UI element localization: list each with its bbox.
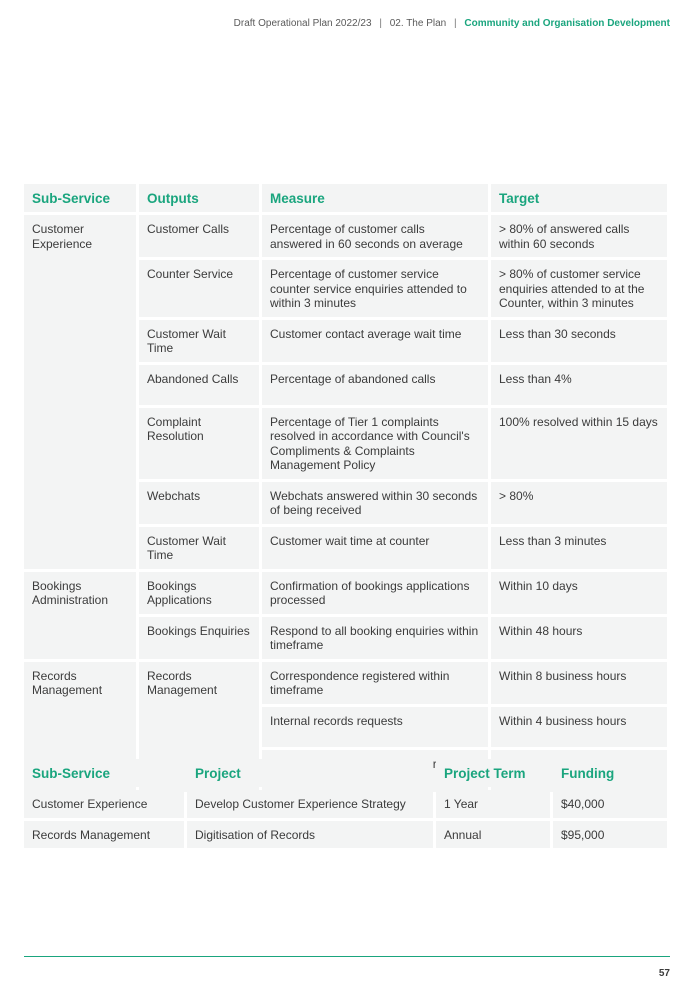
output-cell: Bookings Applications	[139, 572, 259, 614]
target-cell: Within 10 days	[491, 572, 667, 614]
table-header-row	[24, 184, 667, 212]
target-cell: Within 48 hours	[491, 617, 667, 659]
column-header-target: Target	[491, 184, 667, 212]
sub-service-cell: Customer Experience	[24, 790, 184, 818]
sub-service-cell: Records Management	[24, 821, 184, 849]
table-row	[24, 790, 667, 818]
target-cell: > 80% of customer service enquiries attended to at the Counter, within 3 minutes	[491, 260, 667, 317]
header-document-title: Draft Operational Plan 2022/23	[233, 18, 372, 29]
measure-cell: Webchats answered within 30 seconds of being received	[262, 482, 488, 524]
measure-cell: Customer contact average wait time	[262, 320, 488, 362]
output-cell: Customer Wait Time	[139, 320, 259, 362]
measure-cell: Correspondence registered within timeframe	[262, 662, 488, 704]
project-cell: Digitisation of Records	[187, 821, 433, 849]
column-header-sub-service: Sub-Service	[24, 184, 136, 212]
output-cell: Complaint Resolution	[139, 408, 259, 479]
output-cell: Customer Wait Time	[139, 527, 259, 569]
target-cell: Less than 30 seconds	[491, 320, 667, 362]
column-header-project: Project	[187, 759, 433, 787]
target-cell: Within 8 business hours	[491, 662, 667, 704]
output-cell: Bookings Enquiries	[139, 617, 259, 659]
measure-cell: Internal records requests	[262, 707, 488, 747]
funding-cell: $40,000	[553, 790, 667, 818]
measure-cell: Percentage of Tier 1 complaints resolved in accordance with Council's Compliments & Complaints Management Policy	[262, 408, 488, 479]
sub-service-cell: Records Management	[24, 662, 136, 792]
measure-cell: Percentage of customer service counter service enquiries attended to within 3 minutes	[262, 260, 488, 317]
target-cell: > 80% of answered calls within 60 seconds	[491, 215, 667, 257]
table-header-row	[24, 759, 667, 787]
sub-service-cell: Customer Experience	[24, 215, 136, 569]
column-header-funding: Funding	[553, 759, 667, 787]
column-header-measure: Measure	[262, 184, 488, 212]
column-header-sub-service: Sub-Service	[24, 759, 184, 787]
output-cell: Customer Calls	[139, 215, 259, 257]
header-section: 02. The Plan	[389, 18, 447, 29]
column-header-project-term: Project Term	[436, 759, 550, 787]
measure-cell: Percentage of abandoned calls	[262, 365, 488, 405]
target-cell: Less than 4%	[491, 365, 667, 405]
target-cell: > 80%	[491, 482, 667, 524]
service-measures-table	[21, 181, 670, 795]
table-row	[24, 821, 667, 849]
measure-cell: Customer wait time at counter	[262, 527, 488, 569]
funding-cell: $95,000	[553, 821, 667, 849]
measure-cell: Confirmation of bookings applications processed	[262, 572, 488, 614]
page-number: 57	[658, 968, 670, 979]
output-cell: Records Management	[139, 662, 259, 792]
table-row	[24, 662, 667, 704]
output-cell: Webchats	[139, 482, 259, 524]
running-header	[234, 18, 670, 29]
column-header-outputs: Outputs	[139, 184, 259, 212]
table-row	[24, 572, 667, 614]
target-cell: 100% resolved within 15 days	[491, 408, 667, 479]
header-separator: |	[454, 18, 457, 29]
project-cell: Develop Customer Experience Strategy	[187, 790, 433, 818]
output-cell: Abandoned Calls	[139, 365, 259, 405]
footer-divider	[24, 956, 670, 957]
projects-table	[21, 756, 670, 851]
project-term-cell: Annual	[436, 821, 550, 849]
measure-cell: Respond to all booking enquiries within timeframe	[262, 617, 488, 659]
sub-service-cell: Bookings Administration	[24, 572, 136, 659]
measure-cell: Percentage of customer calls answered in 60 seconds on average	[262, 215, 488, 257]
table-row	[24, 215, 667, 257]
project-term-cell: 1 Year	[436, 790, 550, 818]
header-separator: |	[379, 18, 382, 29]
output-cell: Counter Service	[139, 260, 259, 317]
header-chapter: Community and Organisation Development	[464, 18, 670, 29]
target-cell: Within 4 business hours	[491, 707, 667, 747]
target-cell: Less than 3 minutes	[491, 527, 667, 569]
